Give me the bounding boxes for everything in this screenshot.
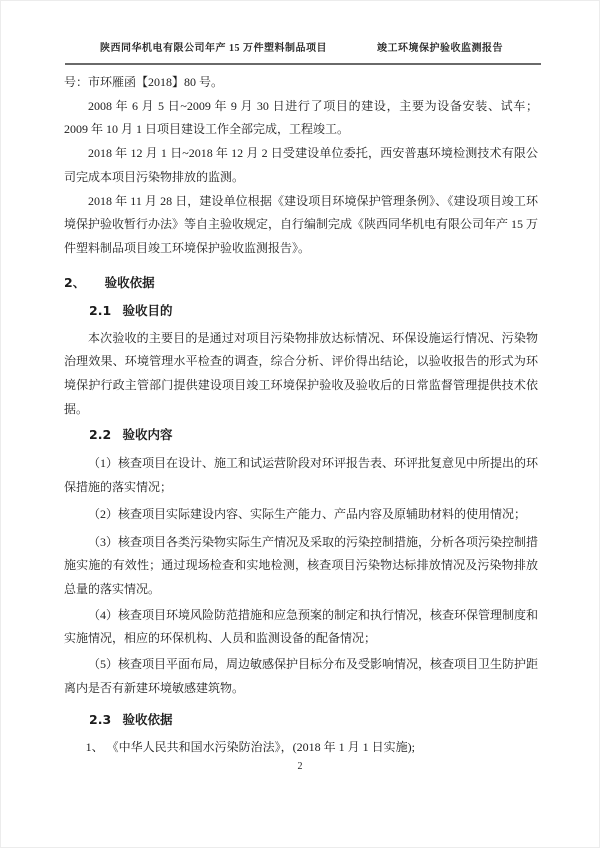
subsection-heading-2-1 xyxy=(64,303,538,319)
list-paragraph-1: （1）核查项目在设计、施工和试运营阶段对环评报告表、环评批复意见中所提出的环保措施的落实情况； xyxy=(64,456,539,495)
page-header xyxy=(64,39,539,54)
list-paragraph-2: （2）核查项目实际建设内容、实际生产能力、产品内容及原辅助材料的使用情况； xyxy=(88,506,527,521)
paragraph: 2008 年 6 月 5 日~2009 年 9 月 30 日进行了项目的建设，主要为设备安装、试车；2009 年 10 月 1 日项目建设工作全部完成，工程竣工。 xyxy=(64,98,538,137)
header-rule xyxy=(65,63,541,65)
list-paragraph-4: （4）核查项目环境风险防范措施和应急预案的制定和执行情况，核查环保管理制度和实施情况，相应的环保机构、人员和监测设备的配备情况； xyxy=(64,607,539,646)
header-project-title: 陕西同华机电有限公司年产 15 万件塑料制品项目 xyxy=(100,43,327,54)
reference-list-item: 1、 《中华人民共和国水污染防治法》，(2018 年 1 月 1 日实施); xyxy=(85,740,415,755)
section-number: 2、 xyxy=(64,274,86,290)
paragraph: 号：市环雁函【2018】80 号。 xyxy=(64,75,224,89)
paragraph: 2018 年 11 月 28 日，建设单位根据《建设项目环境保护管理条例》、《建设项目竣工环境保护验收暂行办法》等自主验收规定，自行编制完成《陕西同华机电有限公司年产 15 万件塑料制品项目竣工环境保护验收监测报告》。 xyxy=(64,193,539,255)
subsection-heading-2-2 xyxy=(64,427,538,443)
subsection-title: 验收内容 xyxy=(122,427,173,443)
subsection-title: 验收目的 xyxy=(122,302,173,318)
list-paragraph-3: （3）核查项目各类污染物实际生产情况及采取的污染控制措施，分析各项污染控制措施实施的有效性；通过现场检查和实地检测，核查项目污染物达标排放情况及污染物排放总量的落实情况。 xyxy=(64,534,539,596)
section-heading-2 xyxy=(64,275,538,291)
paragraph: 2018 年 12 月 1 日~2018 年 12 月 2 日受建设单位委托，西安普惠环境检测技术有限公司完成本项目污染物排放的监测。 xyxy=(64,146,538,184)
document-body xyxy=(64,71,538,760)
subsection-number: 2.3 xyxy=(89,712,112,728)
list-paragraph-5: （5）核查项目平面布局，周边敏感保护目标分布及受影响情况，核查项目卫生防护距离内是否有新建环境敏感建筑物。 xyxy=(64,657,539,695)
header-report-title: 竣工环境保护验收监测报告 xyxy=(377,43,503,54)
subsection-heading-2-3 xyxy=(64,712,538,728)
subsection-number: 2.2 xyxy=(89,427,112,443)
subsection-title: 验收依据 xyxy=(122,712,173,728)
section-title: 验收依据 xyxy=(104,274,155,290)
paragraph: 本次验收的主要目的是通过对项目污染物排放达标情况、环保设施运行情况、污染物治理效果、环境管理水平检查的调查，综合分析、评价得出结论，以验收报告的形式为环境保护行政主管部门提供建设项目竣工环境保护验收及验收后的日常监督管理提供技术依据。 xyxy=(64,330,538,416)
subsection-number: 2.1 xyxy=(89,302,112,318)
page-number: 2 xyxy=(297,761,303,772)
